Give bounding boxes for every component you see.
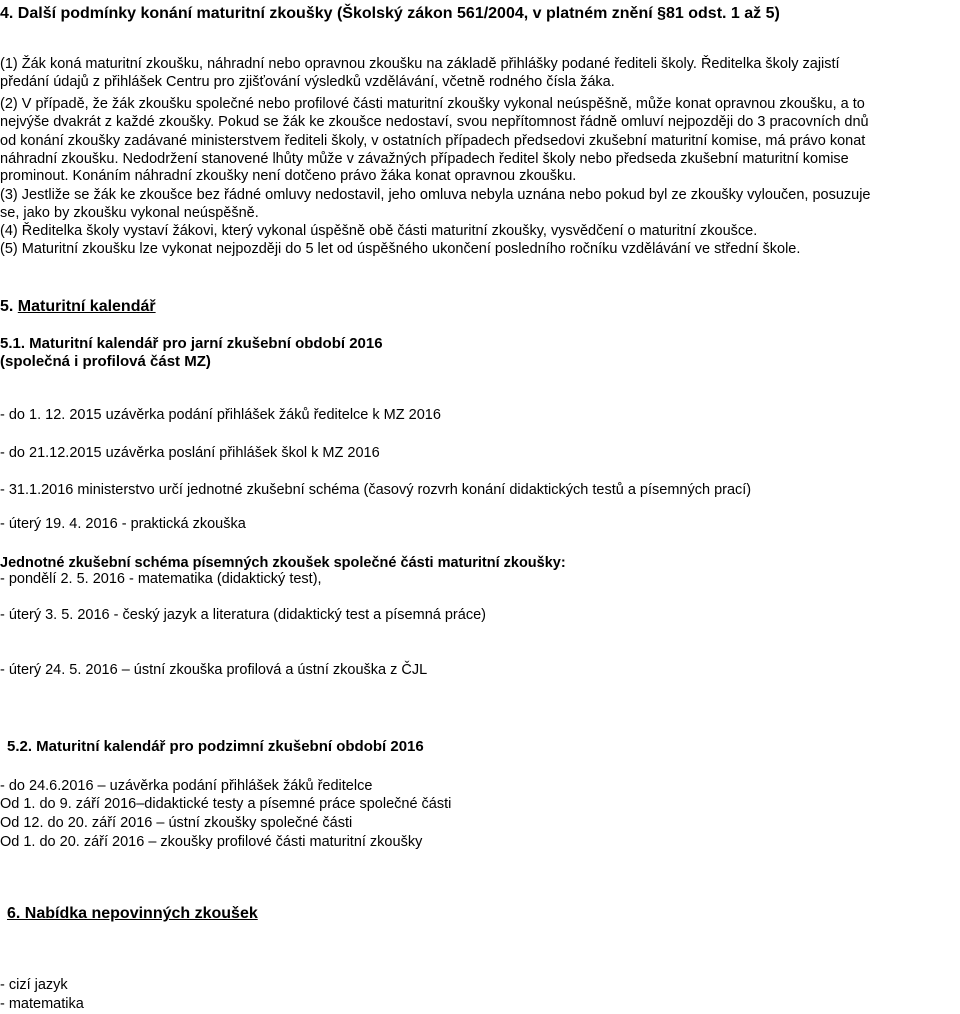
section-5-number: 5.: [0, 298, 14, 315]
calendar-item: Od 1. do 20. září 2016 – zkoušky profilové části maturitní zkoušky: [0, 834, 423, 850]
calendar-item: - do 21.12.2015 uzávěrka poslání přihlášek škol k MZ 2016: [0, 445, 380, 461]
paragraph-line: (3) Jestliže se žák ke zkoušce bez řádné omluvy nedostavil, jeho omluva nebyla uznána nebo pokud byl ze zkoušky vyloučen, posuzuje: [0, 187, 871, 203]
section-5-title: Maturitní kalendář: [17, 298, 156, 315]
calendar-item: Od 12. do 20. září 2016 – ústní zkoušky společné části: [0, 815, 353, 831]
calendar-item: - do 1. 12. 2015 uzávěrka podání přihlášek žáků ředitelce k MZ 2016: [0, 407, 441, 423]
schema-item: - pondělí 2. 5. 2016 - matematika (didaktický test),: [0, 571, 322, 587]
subsection-5-2-title: 5.2. Maturitní kalendář pro podzimní zkušební období 2016: [7, 738, 424, 755]
subsection-5-1-subtitle: (společná i profilová část MZ): [0, 353, 211, 370]
section-6-heading: 6. Nabídka nepovinných zkoušek: [7, 905, 258, 922]
section-4-heading: 4. Další podmínky konání maturitní zkoušky (Školský zákon 561/2004, v platném znění §81 odst. 1 až 5): [0, 5, 780, 22]
calendar-item: - do 24.6.2016 – uzávěrka podání přihlášek žáků ředitelce: [0, 778, 373, 794]
paragraph-line: od konání zkoušky zadávané ministerstvem řediteli školy, v ostatních případech předsedovi zkušební maturitní komise, má právo konat: [0, 133, 866, 149]
paragraph-line: se, jako by zkoušku vykonal neúspěšně.: [0, 205, 259, 221]
paragraph-line: náhradní zkoušku. Nedodržení stanovené lhůty může v závažných případech ředitel školy nebo předseda zkušební maturitní komise: [0, 151, 849, 167]
calendar-item: Od 1. do 9. září 2016–didaktické testy a písemné práce společné části: [0, 796, 452, 812]
paragraph-line: (1) Žák koná maturitní zkoušku, náhradní nebo opravnou zkoušku na základě přihlášky podané řediteli školy. Ředitelka školy zajistí: [0, 56, 840, 72]
calendar-item: - úterý 19. 4. 2016 - praktická zkouška: [0, 516, 246, 532]
schema-item: - úterý 3. 5. 2016 - český jazyk a literatura (didaktický test a písemná práce): [0, 607, 486, 623]
optional-exam-item: - matematika: [0, 996, 84, 1012]
paragraph-line: prominout. Konáním náhradní zkoušky není dotčeno právo žáka konat opravnou zkoušku.: [0, 168, 577, 184]
calendar-item: - 31.1.2016 ministerstvo určí jednotné zkušební schéma (časový rozvrh konání didaktických testů a písemných prací): [0, 482, 752, 498]
section-5-heading: [0, 298, 156, 315]
schema-item: - úterý 24. 5. 2016 – ústní zkouška profilová a ústní zkouška z ČJL: [0, 662, 428, 678]
subsection-5-1-title: 5.1. Maturitní kalendář pro jarní zkušební období 2016: [0, 335, 383, 352]
paragraph-line: (2) V případě, že žák zkoušku společné nebo profilové části maturitní zkoušky vykonal neúspěšně, může konat opravnou zkoušku, a to: [0, 96, 865, 112]
paragraph-line: nejvýše dvakrát z každé zkoušky. Pokud se žák ke zkoušce nedostaví, svou nepřítomnost řádně omluví nejpozději do 3 pracovních dnů: [0, 114, 869, 130]
paragraph-line: předání údajů z přihlášek Centru pro zjišťování výsledků vzdělávání, včetně rodného čísla žáka.: [0, 74, 615, 90]
paragraph-line: (4) Ředitelka školy vystaví žákovi, který vykonal úspěšně obě části maturitní zkoušky, vysvědčení o maturitní zkoušce.: [0, 223, 758, 239]
optional-exam-item: - cizí jazyk: [0, 977, 68, 993]
schema-heading: Jednotné zkušební schéma písemných zkoušek společné části maturitní zkoušky:: [0, 555, 566, 571]
paragraph-line: (5) Maturitní zkoušku lze vykonat nejpozději do 5 let od úspěšného ukončení posledního ročníku vzdělávání ve střední škole.: [0, 241, 801, 257]
